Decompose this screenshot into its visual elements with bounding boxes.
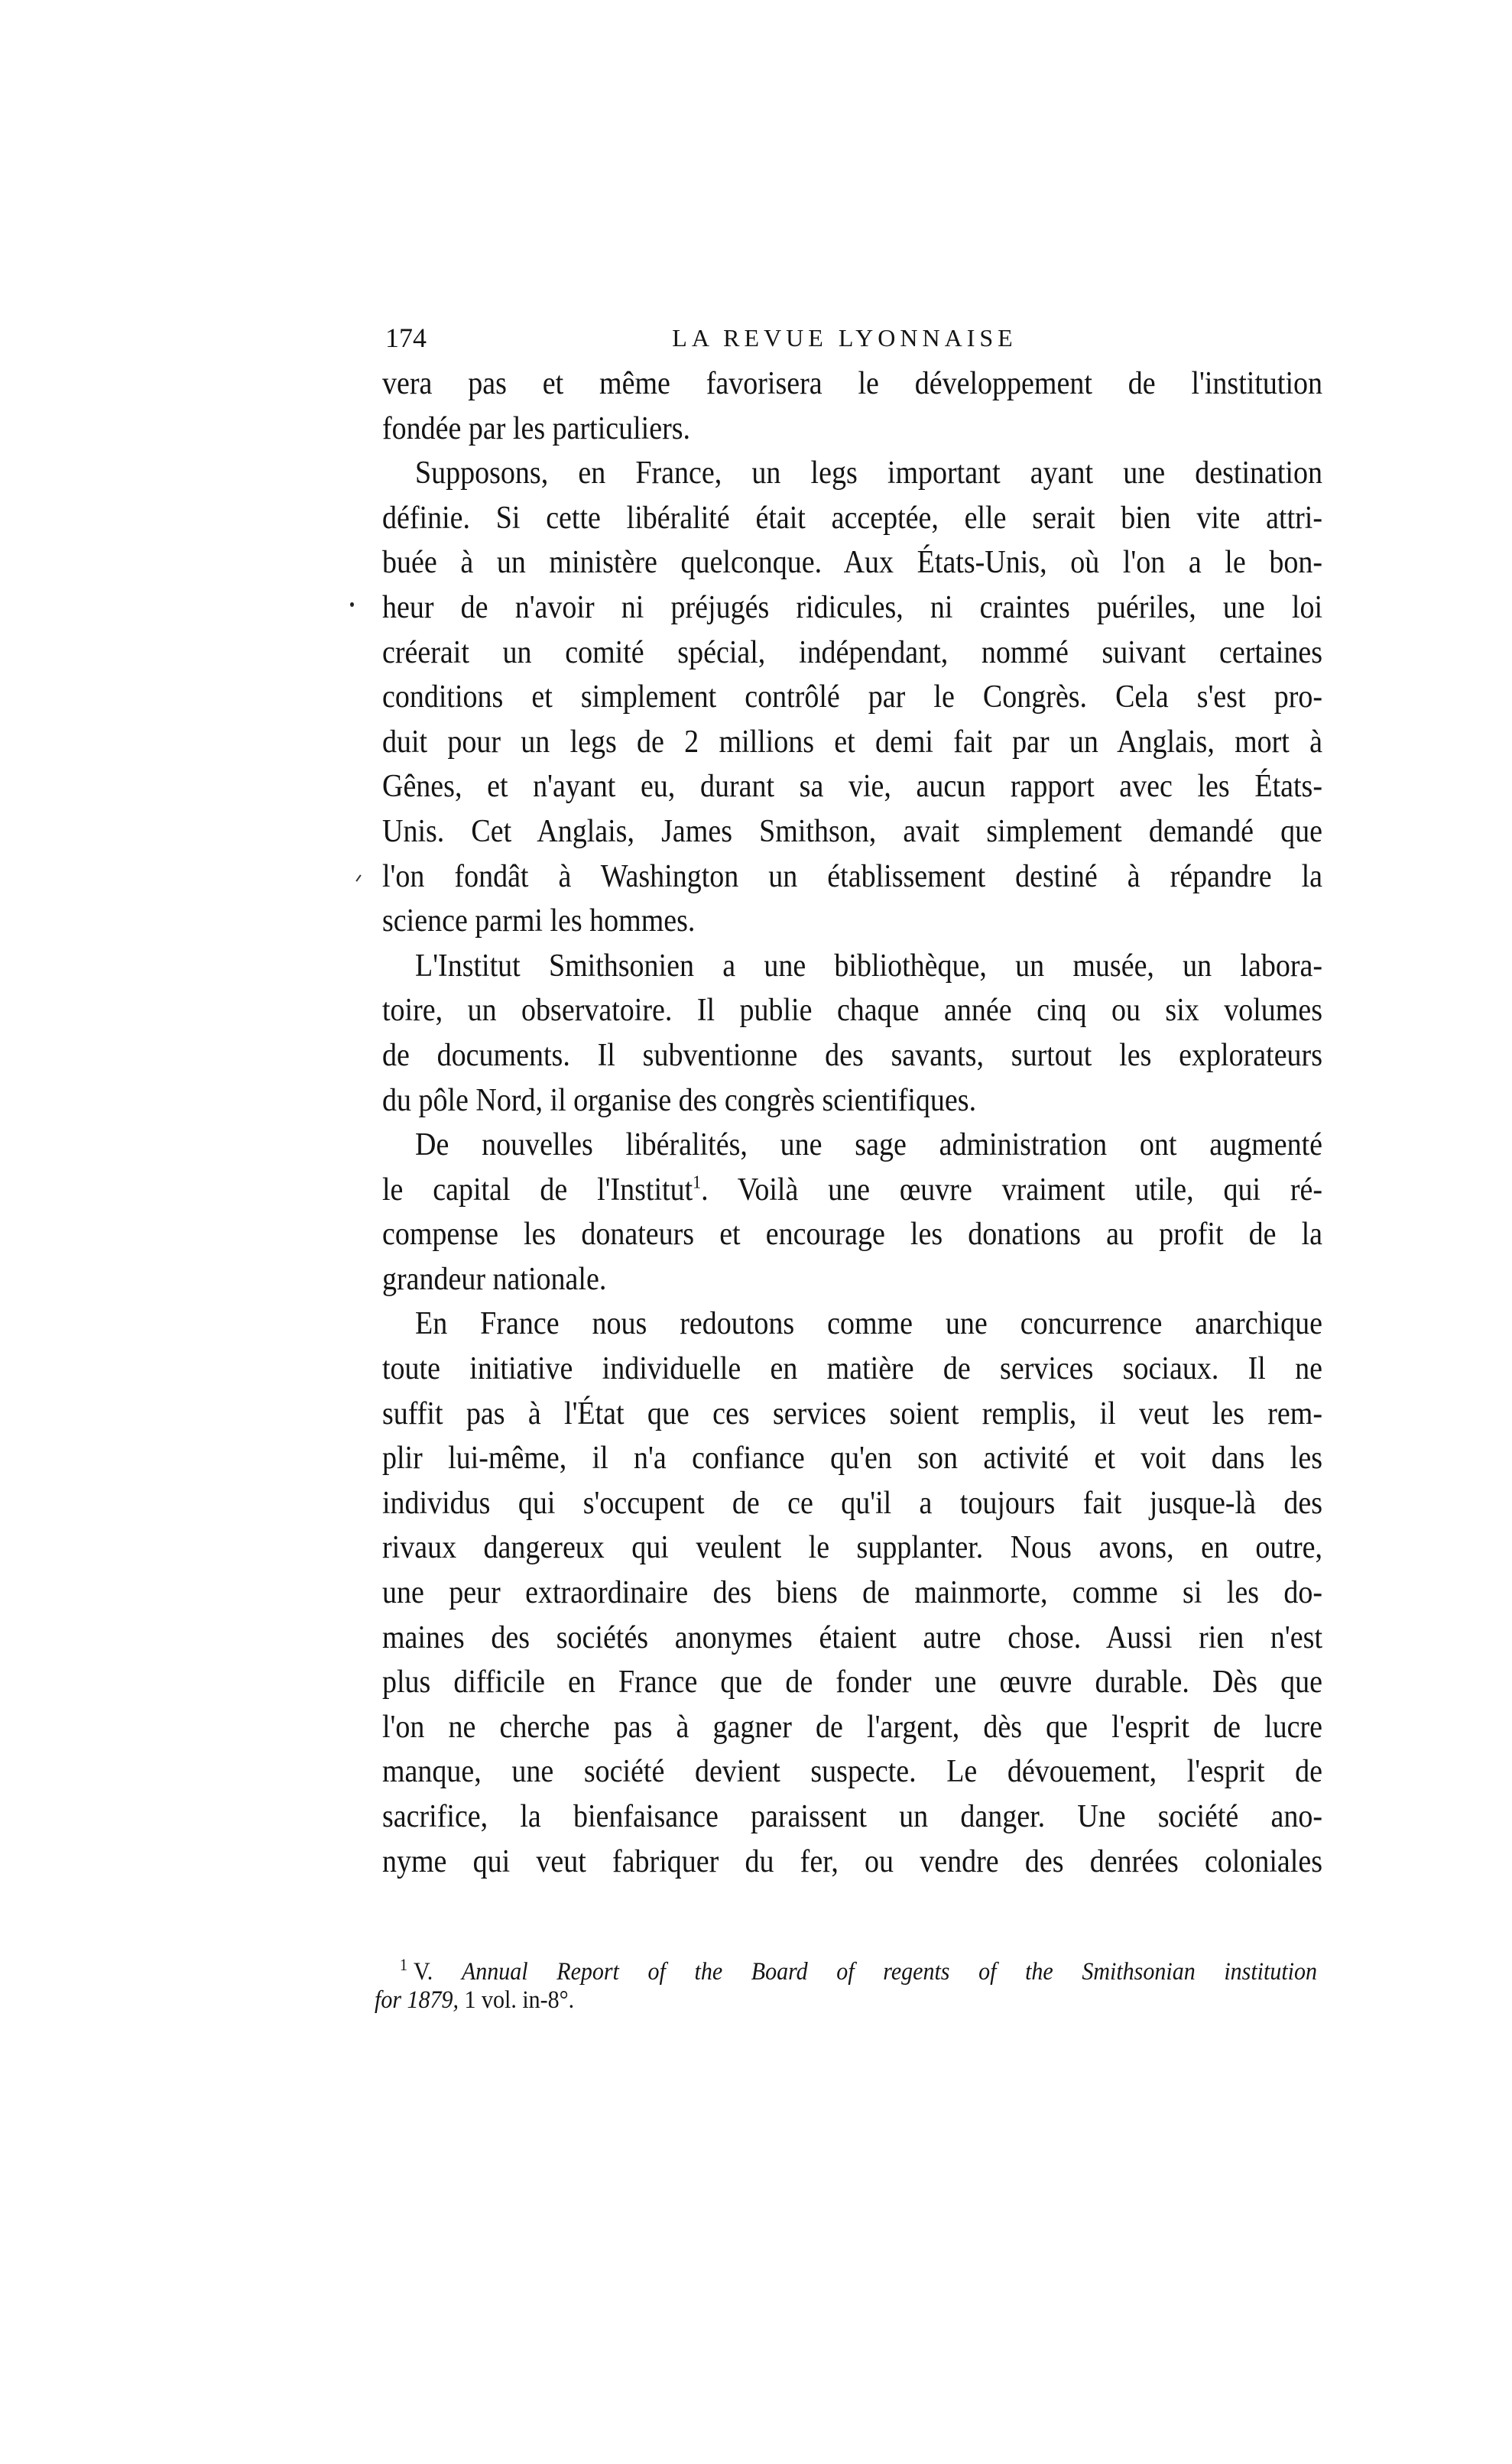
text-line [382, 627, 1322, 678]
text-line-content: De nouvelles libéralités, une sage administration ont augmenté [415, 1127, 1322, 1163]
text-line-content: maines des sociétés anonymes étaient autre chose. Aussi rien n'est [382, 1619, 1322, 1655]
text-line-content: Supposons, en France, un legs important ayant une destination [415, 455, 1322, 491]
footnote-volume: 1 vol. in-8°. [464, 1986, 575, 2014]
text-line-content: Gênes, et n'ayant eu, durant sa vie, aucun rapport avec les États- [382, 768, 1322, 805]
text-line-content: toire, un observatoire. Il publie chaque année cinq ou six volumes [382, 992, 1322, 1029]
text-line [382, 806, 1322, 857]
text-line [382, 1254, 1322, 1305]
running-header [382, 321, 1322, 355]
text-line-content: sacrifice, la bienfaisance paraissent un danger. Une société ano- [382, 1798, 1322, 1835]
text-line-content: définie. Si cette libéralité était acceptée, elle serait bien vite attri- [382, 499, 1322, 536]
text-line [382, 1837, 1322, 1887]
text-line-content: buée à un ministère quelconque. Aux États-Unis, où l'on a le bon- [382, 544, 1322, 581]
text-line-content: . Voilà une œuvre vraiment utile, qui ré- [701, 1171, 1323, 1208]
text-line-content: toute initiative individuelle en matière de services sociaux. Il ne [382, 1350, 1322, 1387]
text-line-content: plir lui-même, il n'a confiance qu'en son activité et voit dans les [382, 1440, 1322, 1477]
text-line-content: l'on fondât à Washington un établissement destiné à répandre la [382, 858, 1322, 894]
text-line-content: le capital de l'Institut [382, 1171, 693, 1208]
text-line [382, 1613, 1322, 1663]
text-line [382, 1433, 1322, 1483]
text-line-content: Unis. Cet Anglais, James Smithson, avait simplement demandé que [382, 812, 1322, 850]
footnote-year: 1879, [407, 1986, 459, 2014]
text-line-content: L'Institut Smithsonien a une bibliothèque, un musée, un labora- [415, 947, 1322, 984]
text-line [382, 404, 1322, 454]
text-line-content: heur de n'avoir ni préjugés ridicules, ni craintes puériles, une loi [382, 589, 1322, 626]
text-line-content: créerait un comité spécial, indépendant, nommé suivant certaines [382, 634, 1322, 670]
footnote-for: for [375, 1986, 402, 2014]
text-line-content: du pôle Nord, il organise des congrès scientifiques. [382, 1081, 977, 1118]
text-line-content: rivaux dangereux qui veulent le supplanter. Nous avons, en outre, [382, 1529, 1322, 1566]
text-line [382, 717, 1322, 767]
text-line-content: de documents. Il subventionne des savants, surtout les explorateurs [382, 1036, 1322, 1073]
text-line [382, 672, 1322, 722]
footnote-line-1 [375, 1956, 1317, 1987]
footnote-title: Annual Report of the Board of regents of the Smithsonian institution [461, 1957, 1318, 1986]
text-line-content: conditions et simplement contrôlé par le Congrès. Cela s'est pro- [382, 679, 1322, 715]
footnote [375, 1958, 1322, 2015]
text-line-content: individus qui s'occupent de ce qu'il a toujours fait jusque-là des [382, 1484, 1322, 1521]
text-line [382, 1478, 1322, 1529]
text-line [382, 493, 1322, 543]
text-line [382, 1030, 1322, 1081]
text-line-content: compense les donateurs et encourage les donations au profit de la [382, 1216, 1322, 1253]
footnote-line-2 [375, 1984, 1322, 2015]
text-line-content: suffit pas à l'État que ces services soient remplis, il veut les rem- [382, 1395, 1322, 1431]
text-line [382, 1209, 1322, 1260]
text-line-content: vera pas et même favorisera le développement de l'institution [382, 365, 1322, 402]
stray-mark [355, 874, 361, 881]
text-line-content: En France nous redoutons comme une concurrence anarchique [415, 1305, 1322, 1342]
footnote-number: 1 [400, 1956, 407, 1975]
footnote-prefix: V. [414, 1957, 433, 1986]
text-line [382, 1702, 1322, 1752]
text-line [382, 537, 1322, 588]
text-line [382, 1791, 1322, 1842]
text-line [382, 1389, 1322, 1439]
text-line [382, 1657, 1322, 1707]
text-line [382, 1568, 1322, 1618]
text-line [382, 941, 1322, 991]
text-line [382, 896, 1322, 946]
text-line-content: science parmi les hommes. [382, 903, 696, 939]
text-line-content: fondée par les particuliers. [382, 410, 691, 446]
page-number: 174 [385, 323, 427, 353]
text-line-content: manque, une société devient suspecte. Le dévouement, l'esprit de [382, 1753, 1322, 1790]
text-line-content: grandeur nationale. [382, 1260, 607, 1297]
text-line [382, 358, 1322, 409]
text-line-content: nyme qui veut fabriquer du fer, ou vendre des denrées coloniales [382, 1843, 1322, 1879]
text-line [382, 1746, 1322, 1797]
text-line [382, 851, 1322, 902]
text-line [382, 448, 1322, 498]
text-line [382, 761, 1322, 812]
text-line-content: plus difficile en France que de fonder une œuvre durable. Dès que [382, 1664, 1322, 1700]
text-line [382, 985, 1322, 1036]
text-line [382, 1165, 1322, 1215]
text-line-content: une peur extraordinaire des biens de mainmorte, comme si les do- [382, 1574, 1322, 1611]
text-line-content: duit pour un legs de 2 millions et demi fait par un Anglais, mort à [382, 723, 1322, 760]
body-text [382, 362, 1322, 1885]
text-line [382, 1120, 1322, 1170]
running-title: LA REVUE LYONNAISE [672, 324, 1017, 352]
stray-mark [350, 602, 354, 607]
text-line-content: l'on ne cherche pas à gagner de l'argent, dès que l'esprit de lucre [382, 1708, 1322, 1745]
text-line [382, 1299, 1322, 1350]
text-line [382, 1344, 1322, 1394]
text-line [382, 1075, 1322, 1126]
text-line [382, 1523, 1322, 1574]
text-line [382, 582, 1322, 633]
footnote-reference[interactable]: 1 [693, 1170, 702, 1192]
